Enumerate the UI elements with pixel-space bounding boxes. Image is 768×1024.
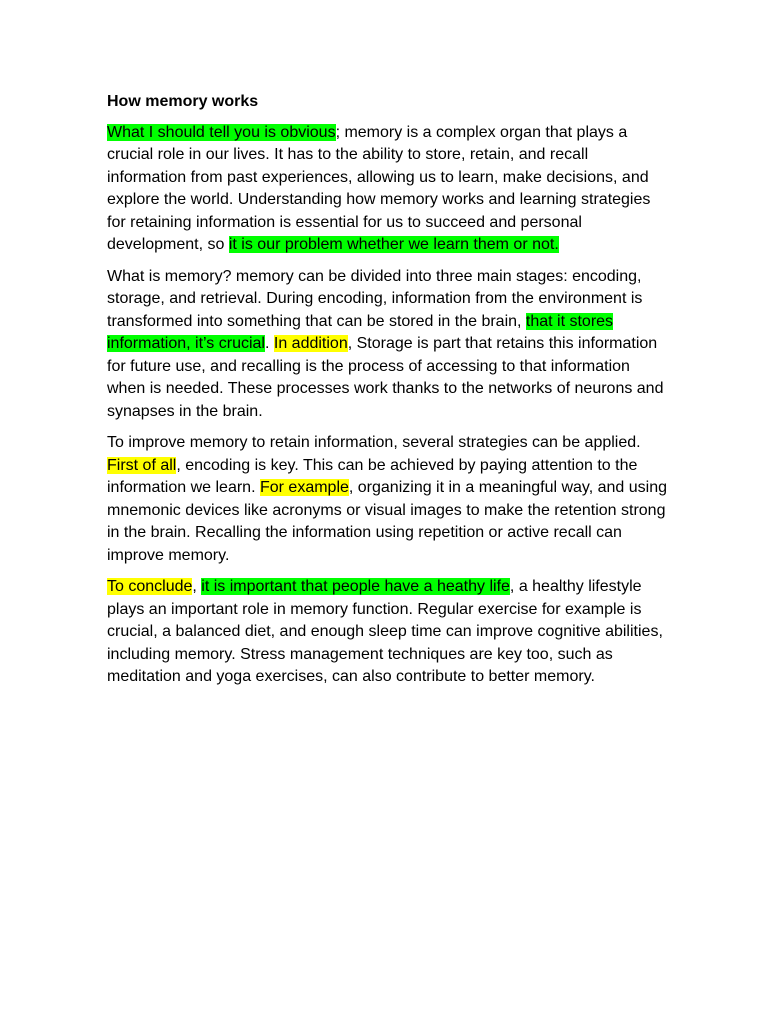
paragraph-text: What is memory? memory can be divided into three main stages: encoding, storage, and retrieval. During encoding, information from the environment is transformed into something that can be stored in the brain, (107, 267, 643, 330)
paragraph-text: , organizing it in a meaningful way, and using mnemonic devices like acronyms or visual images to make the retention strong in the brain. Recalling the information using repetition or active recall can improve memory. (107, 479, 668, 564)
document-page (107, 91, 667, 698)
highlighted-phrase: What I should tell you is obvious (107, 123, 336, 141)
highlighted-phrase: that it stores information, it’s crucial (107, 312, 614, 352)
paragraph-definition (107, 266, 667, 424)
paragraph-strategies (107, 432, 667, 567)
paragraph-text: , encoding is key. This can be achieved by paying attention to the information we learn. (107, 456, 638, 496)
paragraph-conclusion (107, 576, 667, 689)
highlighted-connector: For example (259, 479, 349, 496)
paragraph-text: , a healthy lifestyle plays an important role in memory function. Regular exercise for example is crucial, a balanced diet, and enough sleep time can improve cognitive abilities, including memory. Stress management techniques are key too, such as meditation and yoga exercises, can also contribute to better memory. (107, 578, 663, 685)
highlighted-connector: To conclude (107, 578, 193, 595)
highlighted-connector: First of all (107, 456, 177, 474)
paragraph-text: , (192, 578, 202, 595)
highlighted-phrase: it is our problem whether we learn them or not. (228, 236, 559, 253)
paragraph-intro (107, 122, 667, 257)
paragraph-text: To improve memory to retain information, several strategies can be applied. (107, 434, 641, 451)
paragraph-text: . (264, 335, 274, 352)
highlighted-phrase: it is important that people have a heathy life (201, 578, 510, 595)
paragraph-text: , Storage is part that retains this information for future use, and recalling is the process of accessing to that information when is needed. These processes work thanks to the networks of neurons and synapses in the brain. (107, 335, 664, 420)
document-title: How memory works (107, 93, 259, 110)
highlighted-connector: In addition (273, 335, 348, 352)
paragraph-text: ; memory is a complex organ that plays a crucial role in our lives. It has to the ability to store, retain, and recall information from past experiences, allowing us to learn, make decisions, and explore the world. Understanding how memory works and learning strategies for retaining information is essential for us to succeed and personal development, so (107, 123, 651, 253)
